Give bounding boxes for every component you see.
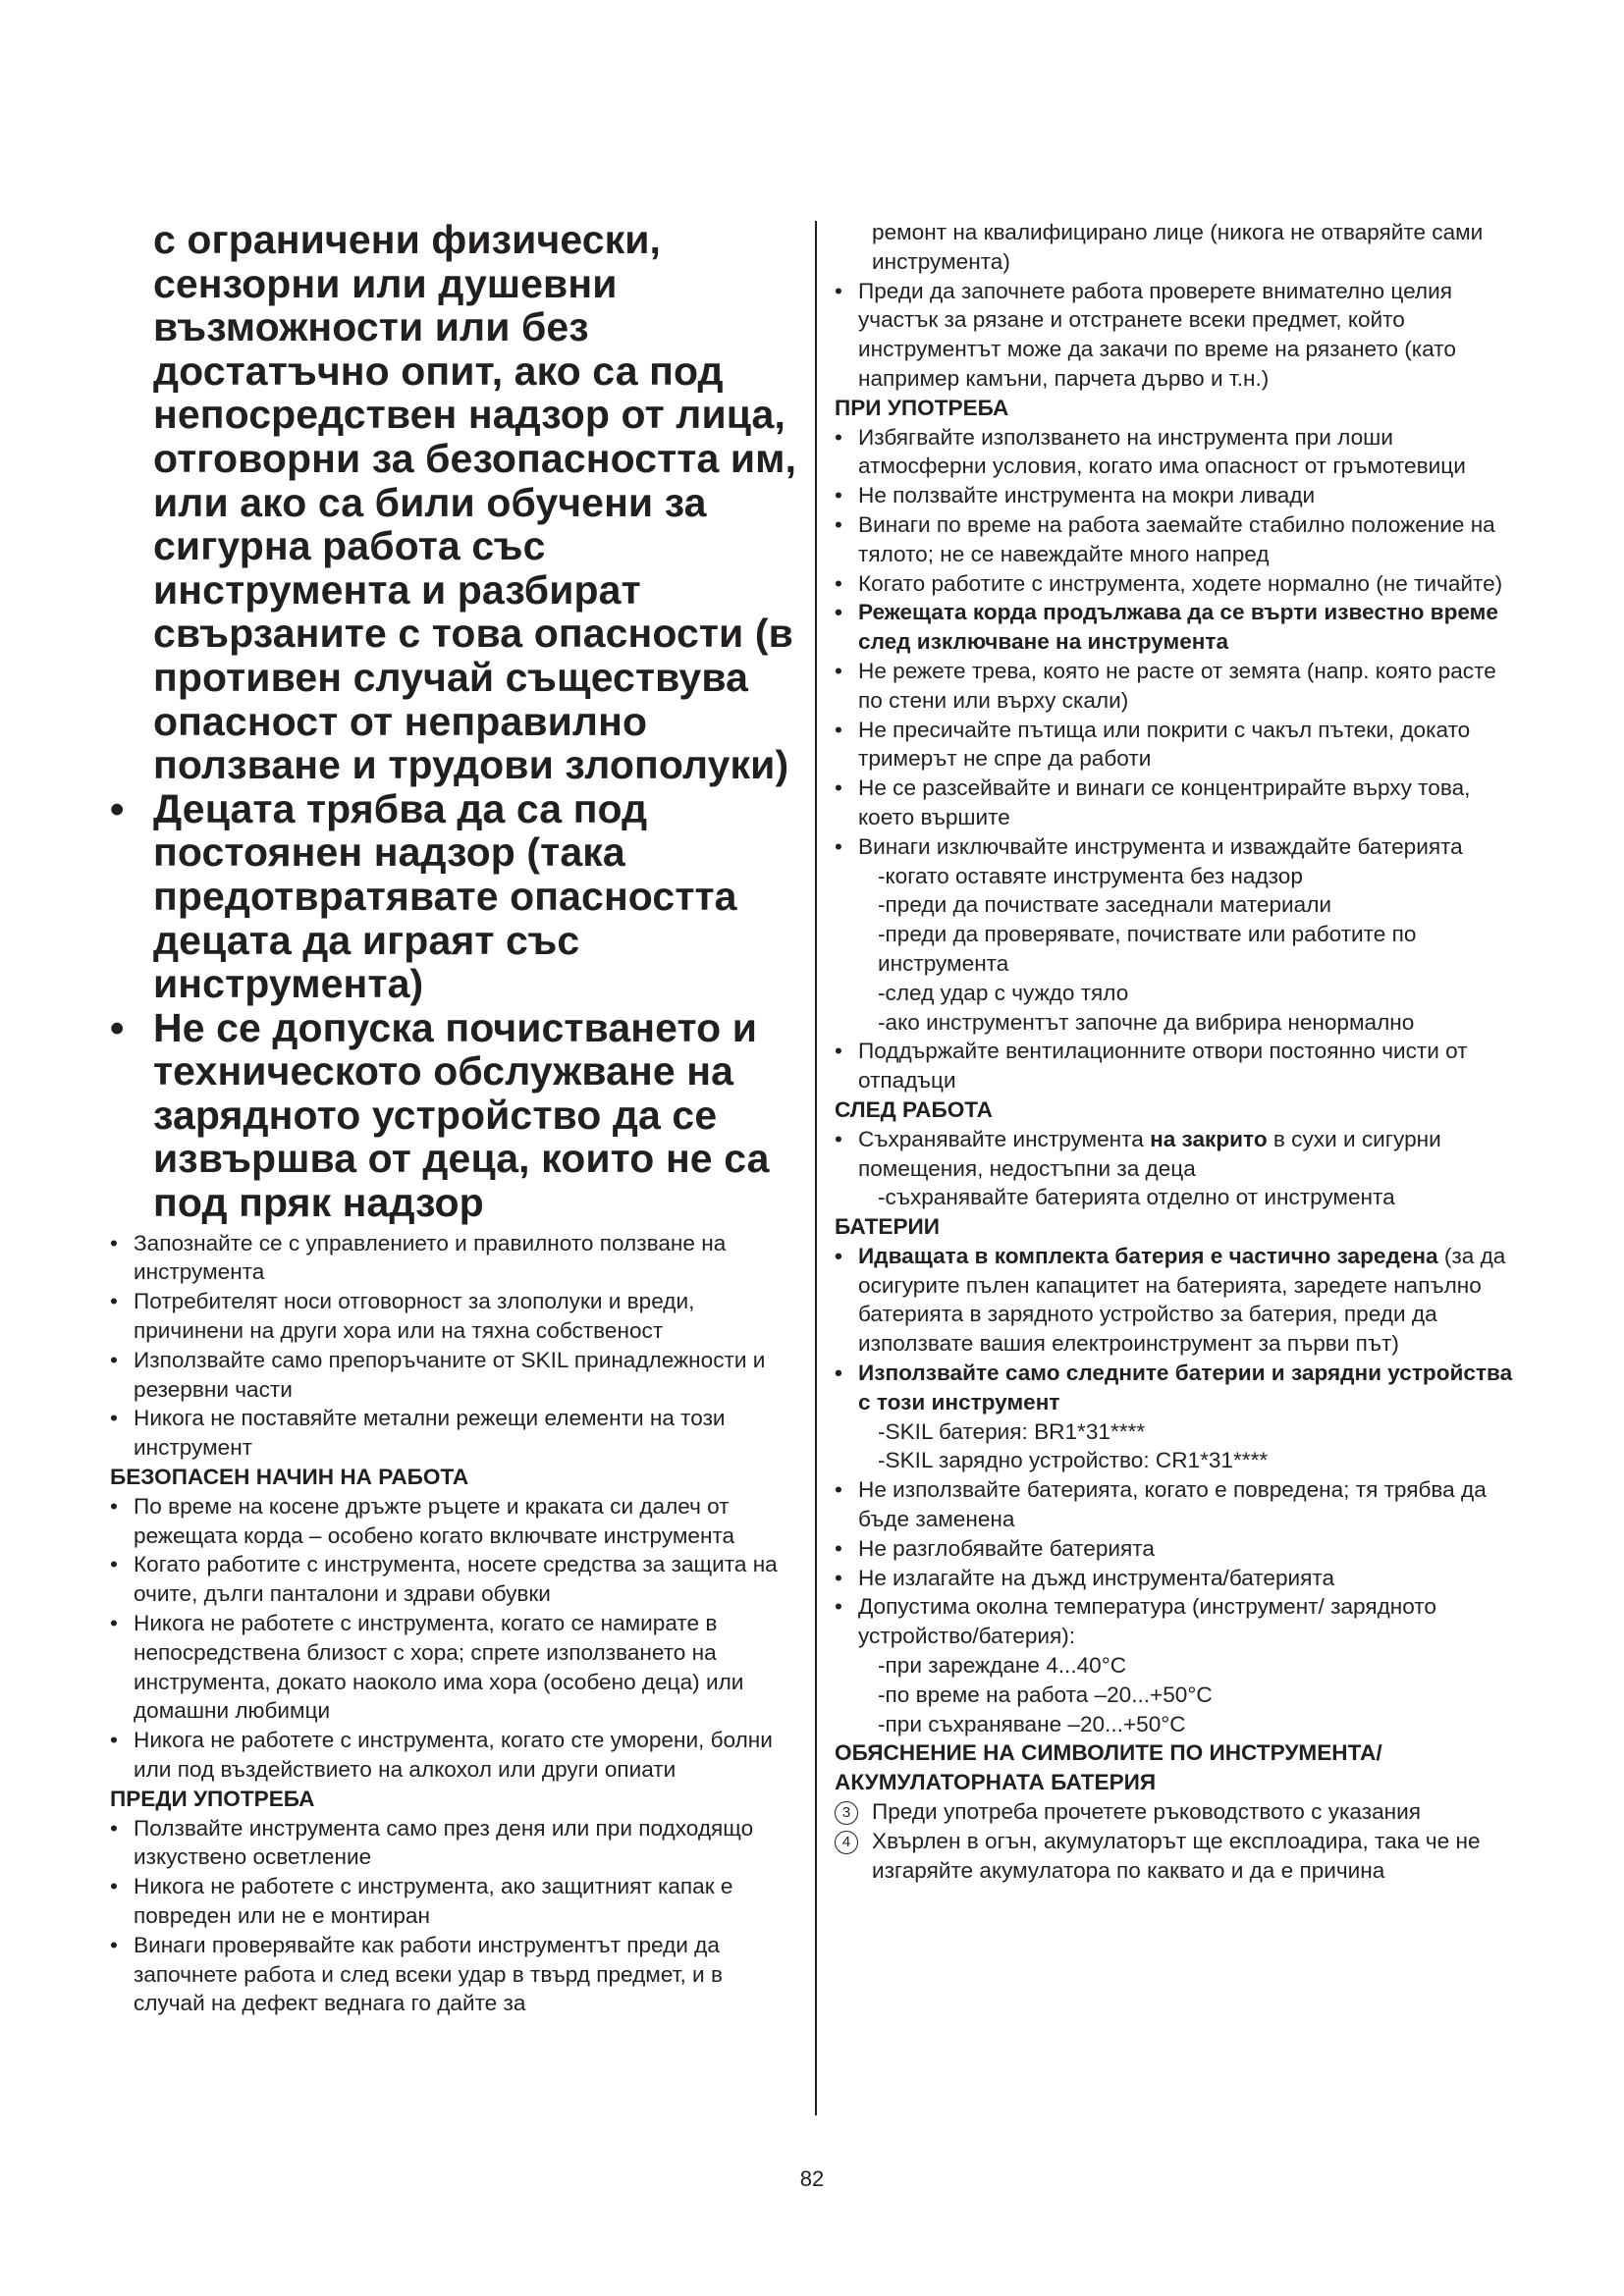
bullet-icon: • [835, 424, 842, 450]
list-item [110, 1229, 797, 1288]
bullet-icon: • [835, 833, 842, 859]
big-bullet-item [110, 1006, 797, 1225]
list-item [835, 774, 1522, 832]
section-heading-batteries: БАТЕРИИ [835, 1214, 940, 1240]
list-item-text: Не разглобявайте батерията [858, 1535, 1155, 1561]
sub-item: -при зареждане 4...40°C [878, 1653, 1127, 1679]
sub-item: -когато оставяте инструмента без надзор [878, 863, 1303, 888]
list-item [835, 657, 1522, 716]
list-item [835, 1564, 1522, 1593]
sub-item: -преди да проверявате, почиствате или работите по инструмента [878, 922, 1417, 976]
list-item [835, 1592, 1522, 1651]
list-item-text: Винаги проверявайте как работи инструментът преди да започнете работа и след всеки удар в твърд предмет, и в случай на дефект веднага го дайте за [134, 1932, 723, 2016]
list-item [110, 1931, 797, 2018]
list-item [110, 1872, 797, 1931]
bullet-icon: • [110, 1230, 118, 1255]
sub-item: -SKIL зарядно устройство: CR1*31**** [878, 1448, 1269, 1473]
big-bullet-item [110, 787, 797, 1006]
list-item [835, 277, 1522, 394]
bullet-icon: • [110, 1493, 118, 1519]
list-item-bold [835, 598, 1522, 657]
bullet-icon: • [835, 600, 842, 625]
bullet-icon: • [110, 1289, 118, 1314]
symbol-text: Преди употреба прочетете ръководството с указания [872, 1799, 1421, 1825]
sub-item: -съхранявайте батерията отделно от инструмента [878, 1185, 1395, 1210]
sub-item: -преди да почиствате заседнали материали [878, 892, 1332, 918]
bullet-icon: • [835, 1477, 842, 1503]
symbol-number [835, 1797, 872, 1827]
list-item [835, 569, 1522, 599]
bullet-icon: • [835, 1361, 842, 1386]
list-item-text: Никога не поставяйте метални режещи елементи на този инструмент [134, 1406, 726, 1461]
bullet-icon: • [835, 658, 842, 683]
list-item [110, 1287, 797, 1346]
sub-item: -SKIL батерия: BR1*31**** [878, 1418, 1146, 1444]
circled-number-icon: 3 [835, 1801, 858, 1825]
bullet-icon: • [110, 1004, 125, 1050]
section-heading-symbols: ОБЯСНЕНИЕ НА СИМВОЛИТЕ ПО ИНСТРУМЕНТА/ [835, 1740, 1382, 1766]
continued-text: ремонт на квалифицирано лице (никога не отваряйте сами инструмента) [872, 220, 1484, 274]
section-heading-safe-work: БЕЗОПАСЕН НАЧИН НА РАБОТА [110, 1465, 469, 1490]
list-item [110, 1492, 797, 1551]
bullet-icon: • [110, 1347, 118, 1372]
symbol-text: Хвърлен в огън, акумулаторът ще експлоадира, така че не изгаряйте акумулатора по каквато и да е причина [872, 1828, 1481, 1883]
big-bullet-text: Децата трябва да са под постоянен надзор (така предотвратявате опасността децата да играят със инструмента) [153, 785, 737, 1007]
list-item [835, 1475, 1522, 1534]
list-item-text: Никога не работете с инструмента, когато се намирате в непосредствена близост с хора; спрете използването на инструмента, докато наоколо има хора (особено деца) или домашни любимци [134, 1611, 744, 1724]
symbol-item [835, 1797, 1522, 1827]
list-item-text: Поддържайте вентилационните отвори постоянно чисти от отпадъци [858, 1039, 1468, 1094]
big-bullet-text: Не се допуска почистването и техническото обслужване на зарядното устройство да се извършва от деца, които не са под пряк надзор [153, 1004, 770, 1226]
list-item-text: Избягвайте използването на инструмента при лоши атмосферни условия, когато има опасност от гръмотевици [858, 424, 1466, 479]
list-item [110, 1726, 797, 1785]
list-item [835, 1037, 1522, 1095]
list-item-text: Ползвайте инструмента само през деня или при подходящо изкуствено осветление [134, 1815, 754, 1870]
bullet-icon: • [110, 1932, 118, 1957]
section-heading-during-use: ПРИ УПОТРЕБА [835, 395, 1009, 420]
bullet-icon: • [110, 1611, 118, 1636]
bullet-icon: • [835, 570, 842, 596]
list-item [110, 1814, 797, 1873]
list-item [835, 1242, 1522, 1359]
list-item [110, 1550, 797, 1609]
list-item-text: Преди да започнете работа проверете внимателно целия участък за рязане и отстранете всеки предмет, който инструментът може да закачи по време на рязането (като например камъни, парчета дърво и т.н.) [858, 278, 1456, 391]
bullet-icon: • [835, 1594, 842, 1620]
list-item [835, 510, 1522, 569]
list-item-text: Не използвайте батерията, когато е повредена; тя трябва да бъде заменена [858, 1477, 1487, 1532]
list-item [835, 716, 1522, 774]
list-item-text: Никога не работете с инструмента, когато сте уморени, болни или под въздействието на алкохол или други опиати [134, 1728, 773, 1782]
list-item [110, 1404, 797, 1463]
section-heading-before-use: ПРЕДИ УПОТРЕБА [110, 1786, 315, 1811]
text-run-bold: на закрито [1150, 1126, 1268, 1151]
bullet-icon: • [110, 1874, 118, 1899]
list-item-text [858, 1125, 1522, 1184]
list-item [835, 1534, 1522, 1564]
list-item [835, 423, 1522, 482]
sub-item: -след удар с чуждо тяло [878, 980, 1129, 1005]
list-item-text: Никога не работете с инструмента, ако защитният капак е повреден или не е монтиран [134, 1874, 733, 1928]
bullet-icon: • [835, 1243, 842, 1268]
symbol-item [835, 1827, 1522, 1886]
bullet-icon: • [835, 1126, 842, 1151]
child-safety-intro: с ограничени физически, сензорни или душевни възможности или без достатъчно опит, ако са под непосредствен надзор от лица, отговорни за безопасността им, или ако са били обучени за сигурна работа със инструмента и разбират свързаните с това опасности (в противен случай съществува опасност от неправилно ползване и трудови злополуки) [153, 217, 797, 788]
list-item-text: Не режете трева, която не расте от земята (напр. която расте по стени или върху скали) [858, 658, 1496, 713]
section-heading-after-work: СЛЕД РАБОТА [835, 1096, 993, 1122]
list-item-text: Не ползвайте инструмента на мокри ливади [858, 483, 1316, 508]
list-item-text: Когато работите с инструмента, ходете нормално (не тичайте) [858, 570, 1503, 596]
text-run-bold: Идващата в комплекта батерия е частично заредена [858, 1243, 1438, 1268]
list-item-text: Запознайте се с управлението и правилното ползване на инструмента [134, 1230, 727, 1285]
text-run: Съхранявайте инструмента [858, 1126, 1151, 1151]
bullet-icon: • [110, 785, 125, 831]
column-divider [815, 221, 817, 2115]
bullet-icon: • [835, 775, 842, 801]
bullet-icon: • [835, 1565, 842, 1590]
list-item-text: По време на косене дръжте ръцете и краката си далеч от режещата корда – особено когато включвате инструмента [134, 1493, 735, 1548]
sub-item: -по време на работа –20...+50°C [878, 1682, 1213, 1707]
list-item-text: Режещата корда продължава да се върти известно време след изключване на инструмента [858, 600, 1498, 655]
bullet-icon: • [835, 483, 842, 508]
list-item-text: Допустима околна температура (инструмент/ зарядното устройство/батерия): [858, 1594, 1436, 1649]
list-item-text: Когато работите с инструмента, носете средства за защита на очите, дълги панталони и здрави обувки [134, 1552, 778, 1607]
list-item-text: Използвайте само следните батерии и зарядни устройства с този инструмент [858, 1361, 1513, 1415]
list-item-text: Не излагайте на дъжд инструмента/батерията [858, 1565, 1335, 1590]
bullet-icon: • [110, 1815, 118, 1841]
general-rules [110, 1229, 797, 2019]
bullet-icon: • [835, 278, 842, 303]
text-run: в сухи и сигурни помещения, недостъпни за деца [858, 1126, 1441, 1181]
bullet-icon: • [835, 717, 842, 742]
circled-number-icon: 4 [835, 1831, 858, 1854]
list-item-text: Потребителят носи отговорност за злополуки и вреди, причинени на други хора или на тяхна собственост [134, 1289, 695, 1344]
list-item-text: Не пресичайте пътища или покрити с чакъл пътеки, докато тримерът не спре да работи [858, 717, 1471, 772]
list-item-text: Винаги изключвайте инструмента и изваждайте батерията [858, 833, 1463, 859]
text-run: (за да осигурите пълен капацитет на батерията, заредете напълно батерията в зарядното устройство за батерия, преди да използвате вашия електроинструмент за първи път) [858, 1243, 1506, 1357]
bullet-icon: • [835, 1535, 842, 1561]
symbol-number [835, 1827, 872, 1886]
left-column [110, 218, 797, 2018]
bullet-icon: • [110, 1552, 118, 1577]
bullet-icon: • [835, 511, 842, 537]
sub-item: -ако инструментът започне да вибрира ненормално [878, 1009, 1415, 1035]
section-heading-symbols-line2: АКУМУЛАТОРНАТА БАТЕРИЯ [835, 1770, 1157, 1795]
list-item-text [858, 1242, 1522, 1359]
list-item [110, 1609, 797, 1726]
page-number: 82 [799, 2166, 825, 2191]
bullet-icon: • [110, 1728, 118, 1753]
list-item-text: Винаги по време на работа заемайте стабилно положение на тялото; не се навеждайте много напред [858, 511, 1495, 566]
list-item-text: Използвайте само препоръчаните от SKIL принадлежности и резервни части [134, 1347, 766, 1402]
list-item-text: Не се разсейвайте и винаги се концентрирайте върху това, което вършите [858, 775, 1471, 829]
list-item [110, 1346, 797, 1405]
list-item [835, 1125, 1522, 1184]
bullet-icon: • [110, 1406, 118, 1431]
bullet-icon: • [835, 1039, 842, 1064]
right-column [835, 218, 1522, 1885]
list-item [835, 832, 1522, 862]
list-item-bold [835, 1359, 1522, 1417]
sub-item: -при съхраняване –20...+50°C [878, 1711, 1186, 1736]
list-item [835, 481, 1522, 510]
